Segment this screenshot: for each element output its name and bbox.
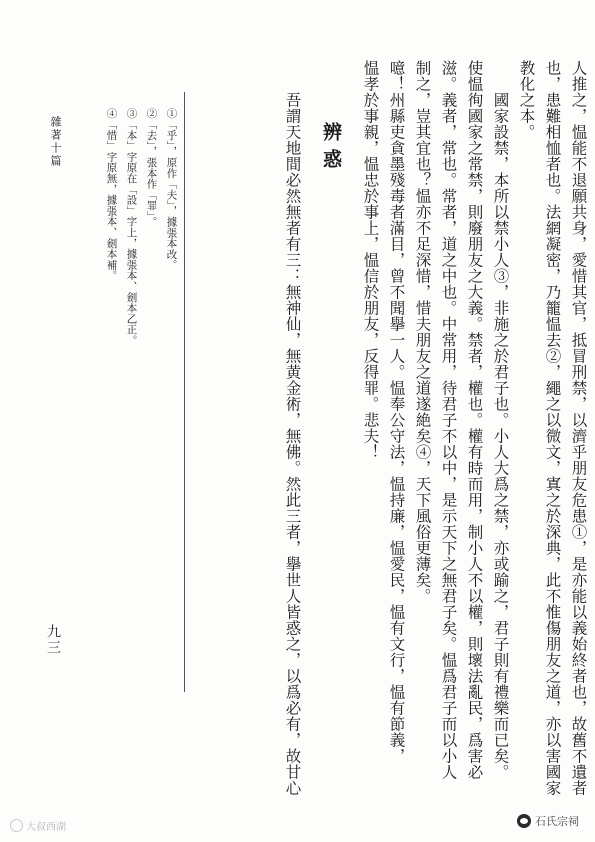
text-column: 國家設禁，本所以禁小人③，非施之於君子也。小人大爲之禁，亦或踰之，君子則有禮樂而已矣。 [491, 92, 510, 780]
text-column: 使愠徇國家之常禁，則廢朋友之大義。禁者，權也。權有時而用，制小人不以權，則壞法亂民，爲害必 [465, 60, 484, 780]
text-column: 也，患難相恤者也。法網凝密，乃籠愠去②，繩之以微文，寘之於深典，此不惟傷朋友之道，亦以害國家 [543, 60, 562, 796]
section-title: 辨惑 [320, 122, 342, 176]
watermark-left-label: 大叔西湖 [26, 822, 66, 833]
text-column: 制之，豈其宜也？愠亦不足深惜，惜夫朋友之道遂絶矣④，天下風俗更薄矣。 [413, 60, 432, 604]
footnote: ④「惜」字原無，據張本、劍本補。 [105, 108, 118, 281]
text-column: 人推之，愠能不退願共身，愛惜其官，抵冒刑禁，以濟乎朋友危患①，是亦能以義始終者也，故舊不遺者 [569, 60, 588, 796]
text-column: 噫！州縣吏貪墨殘毒者滿目，曾不聞擧一人。愠奉公守法，愠持廉，愠愛民，愠有文行，愠有節義， [387, 60, 406, 764]
account-watermark [517, 813, 579, 829]
footnote: ①「乎」，原作「夫」，據張本改。 [165, 108, 178, 271]
footnote: ②「去」，張本作「罪」。 [145, 108, 158, 228]
page-number: 九三 [45, 624, 61, 656]
source-watermark [10, 818, 66, 833]
text-column: 愠孝於事親，愠忠於事上，愠信於朋友，反得罪。悲夫！ [361, 60, 380, 460]
running-head: 雜著十篇 [49, 116, 62, 168]
weibo-watermark-icon [10, 819, 23, 832]
footnote: ③「本」字原在「設」字上，據張本、劍本乙正。 [125, 108, 138, 346]
text-column: 滋。義者，常也。常者，道之中也。中常用，待君子不以中，是示天下之無君子矣。愠爲君子而以小人 [439, 60, 458, 780]
wechat-icon [517, 814, 531, 828]
text-column: 教化之本。 [517, 60, 536, 140]
footnote-divider [184, 92, 185, 692]
watermark-right-label: 石氏宗祠 [535, 815, 579, 828]
section-text-column: 吾謂天地間必然無者有三：無神仙，無黄金術，無佛。然此三者，擧世人皆惑之，以爲必有，故甘心 [283, 92, 302, 796]
